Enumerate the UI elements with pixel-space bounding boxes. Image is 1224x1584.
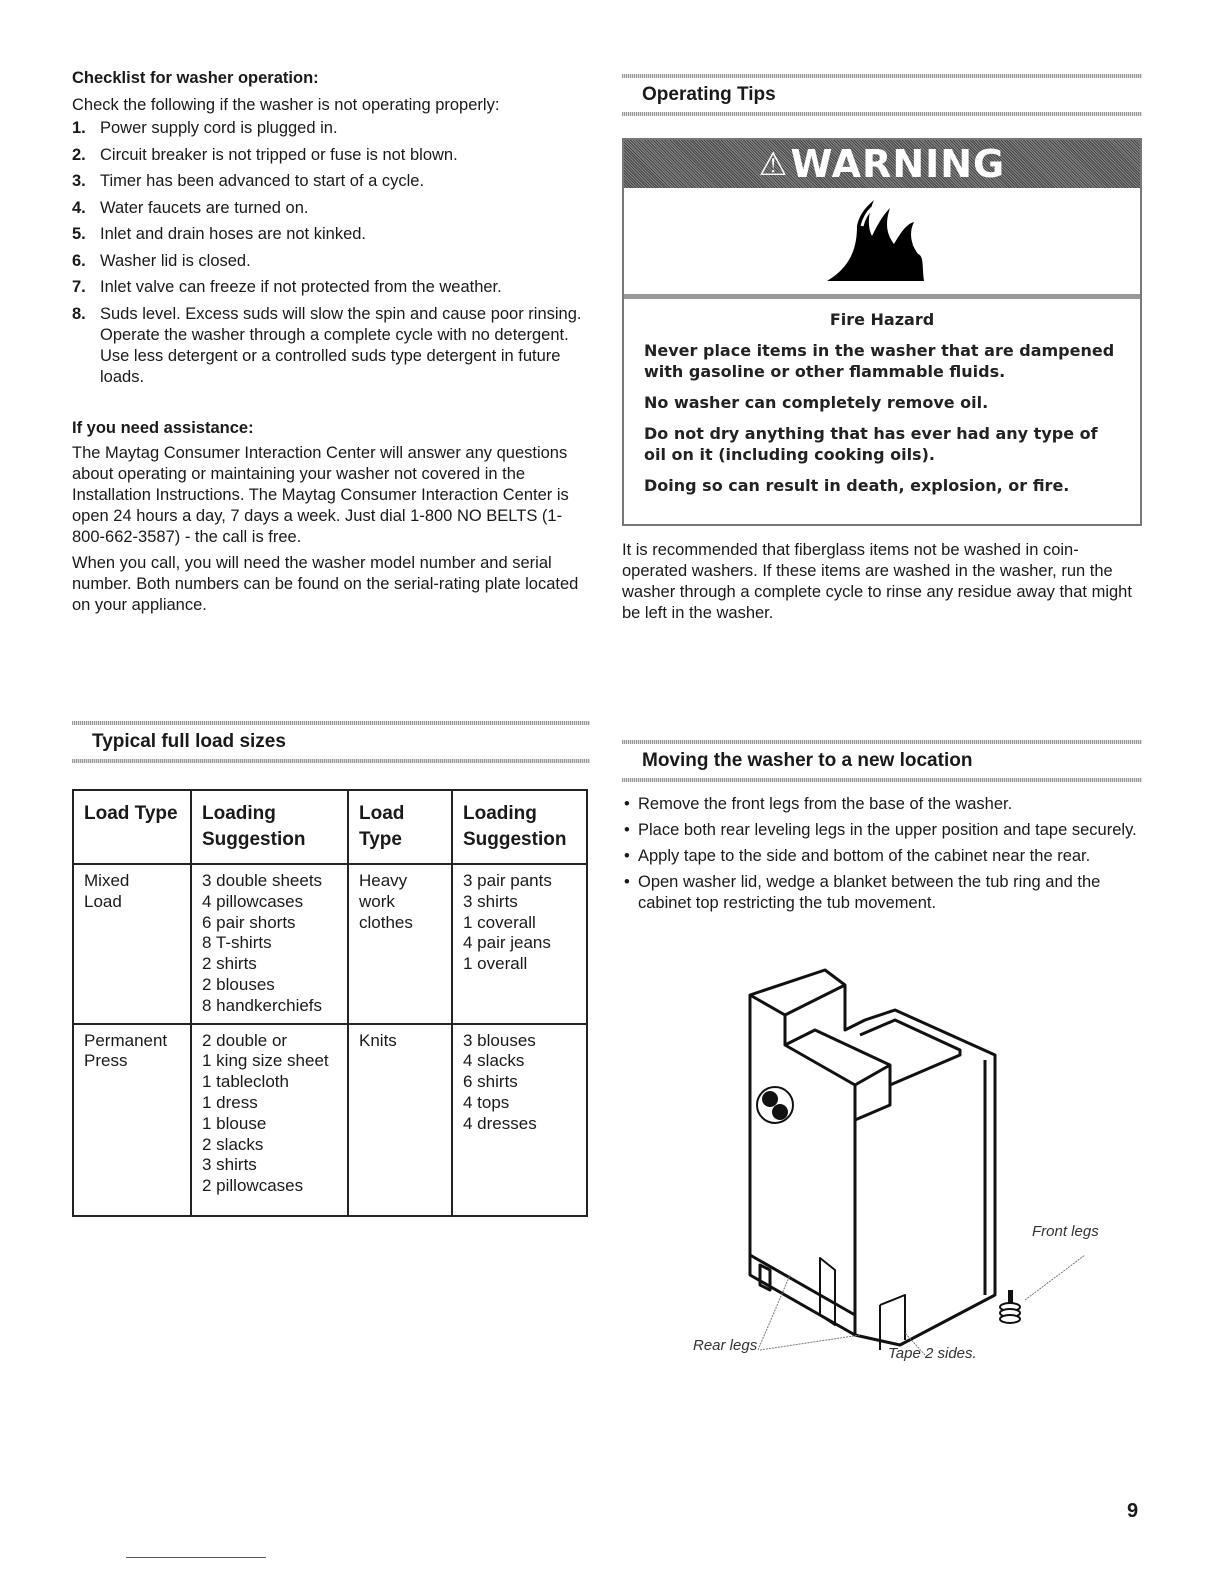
item-text: Water faucets are turned on. — [100, 198, 309, 217]
item-number: 8. — [72, 304, 86, 323]
cell-line: 2 double or — [202, 1030, 288, 1050]
checklist-heading: Checklist for washer operation: — [72, 69, 319, 87]
table-cell — [452, 864, 587, 1024]
item-number: 4. — [72, 198, 86, 217]
cell-line: 4 tops — [463, 1092, 510, 1112]
cell-line: 2 shirts — [202, 954, 257, 974]
item-text: Inlet and drain hoses are not kinked. — [100, 225, 367, 243]
cell-line: 2 slacks — [202, 1134, 264, 1154]
cell-line: Press — [84, 1051, 128, 1071]
cell-line: 4 dresses — [463, 1113, 537, 1133]
divider — [72, 759, 590, 763]
page-number: 9 — [1127, 1500, 1139, 1522]
table-cell — [73, 864, 191, 1024]
assistance-heading: If you need assistance: — [72, 418, 254, 437]
item-text: Inlet valve can freeze if not protected from the weather. — [100, 278, 502, 296]
table-row — [73, 864, 587, 1024]
cell-line: 8 handkerchiefs — [202, 995, 323, 1015]
item-number: 1. — [72, 119, 86, 137]
item-text: Power supply cord is plugged in. — [100, 119, 338, 137]
assistance-paragraph: The Maytag Consumer Interaction Center will answer any questions about operating or maintaining your washer not covered in the Installation Instructions. The Maytag Consumer Interaction Center is open 24 hours a day, 7 days a week. Just dial 1-800 NO BELTS (1-800-662-3587) - the call is free. — [72, 443, 569, 546]
moving-heading: Moving the washer to a new location — [642, 750, 973, 771]
item-text: Circuit breaker is not tripped or fuse is not blown. — [100, 145, 458, 164]
moving-bullet: • Remove the front legs from the base of the washer. — [622, 794, 1142, 815]
cell-line: 2 pillowcases — [202, 1176, 304, 1196]
checklist-item — [72, 171, 592, 192]
rear-legs-caption: Rear legs — [693, 1337, 758, 1354]
item-number: 5. — [72, 225, 86, 243]
item-number: 7. — [72, 278, 86, 296]
moving-bullet: • Open washer lid, wedge a blanket between the tub ring and the cabinet top restricting the tub movement. — [622, 872, 1142, 914]
cell-line: 3 double sheets — [202, 871, 323, 890]
cell-line: 4 pillowcases — [202, 891, 304, 911]
cell-line: Heavy — [359, 871, 408, 890]
table-cell — [452, 1024, 587, 1216]
cell-line: 8 T-shirts — [202, 933, 272, 953]
cell-line: Knits — [359, 1030, 397, 1050]
checklist-item — [72, 277, 592, 298]
item-number: 6. — [72, 251, 86, 270]
warning-line: Doing so can result in death, explosion, or fire. — [644, 476, 1070, 495]
cell-line: 3 shirts — [202, 1155, 257, 1175]
table-cell — [348, 864, 452, 1024]
checklist-item — [72, 198, 592, 219]
moving-list — [622, 794, 1142, 914]
moving-bullet: • Apply tape to the side and bottom of the cabinet near the rear. — [622, 846, 1142, 867]
column-header: Load Type — [73, 790, 191, 864]
operating-tips-heading: Operating Tips — [642, 84, 776, 105]
front-leg-icon — [1000, 1290, 1020, 1323]
cell-line: Mixed — [84, 871, 130, 890]
cell-line: 1 overall — [463, 954, 528, 974]
divider — [622, 778, 1142, 782]
cell-line: 4 pair jeans — [463, 933, 551, 953]
table-cell — [191, 864, 348, 1024]
load-sizes-heading: Typical full load sizes — [92, 731, 286, 752]
item-text: Suds level. Excess suds will slow the spin and cause poor rinsing. Operate the washer through a complete cycle with no detergent. Use less detergent or a controlled suds type detergent in future loads. — [100, 304, 582, 386]
cell-line: Permanent — [84, 1030, 168, 1050]
cell-line: Load — [84, 891, 122, 911]
warning-text — [624, 299, 1140, 524]
item-number: 3. — [72, 172, 86, 190]
cell-line: 1 coverall — [463, 912, 536, 932]
column-header: Loading Suggestion — [191, 790, 348, 864]
item-text: Washer lid is closed. — [100, 251, 251, 270]
cell-line: 1 king size sheet — [202, 1051, 329, 1071]
cell-line: 4 slacks — [463, 1051, 525, 1071]
cell-line: clothes — [359, 912, 413, 932]
warning-line: Never place items in the washer that are dampened with gasoline or other flammable fluids. — [644, 341, 1115, 381]
moving-bullet: • Place both rear leveling legs in the upper position and tape securely. — [622, 820, 1142, 841]
checklist-item — [72, 304, 592, 388]
warning-banner — [624, 140, 1140, 188]
warning-line: No washer can completely remove oil. — [644, 393, 989, 412]
checklist-section — [72, 68, 592, 616]
flame-icon — [822, 196, 942, 286]
load-sizes-table — [72, 789, 588, 1217]
checklist-item — [72, 224, 592, 245]
front-legs-caption: Front legs — [1032, 1223, 1099, 1240]
cell-line: work — [359, 891, 395, 911]
cell-line: 1 dress — [202, 1092, 258, 1112]
tape-caption: Tape 2 sides. — [888, 1345, 977, 1362]
checklist-intro: Check the following if the washer is not operating properly: — [72, 96, 500, 114]
cell-line: 2 blouses — [202, 974, 275, 994]
table-cell — [191, 1024, 348, 1216]
cell-line: 6 shirts — [463, 1072, 518, 1092]
warning-box — [622, 138, 1142, 526]
checklist-item — [72, 145, 592, 166]
checklist-list — [72, 118, 592, 388]
checklist-item — [72, 118, 592, 139]
table-cell — [348, 1024, 452, 1216]
cell-line: 3 pair pants — [463, 871, 552, 890]
washer-illustration — [690, 955, 1110, 1365]
column-header: Loading Suggestion — [452, 790, 587, 864]
checklist-item — [72, 251, 592, 272]
column-header: Load Type — [348, 790, 452, 864]
table-row — [73, 1024, 587, 1216]
cell-line: 6 pair shorts — [202, 912, 296, 932]
moving-section — [622, 740, 1142, 919]
footer-line — [126, 1557, 266, 1558]
warning-line: Do not dry anything that has ever had any type of oil on it (including cooking oils). — [644, 424, 1098, 464]
cell-line: 3 blouses — [463, 1030, 536, 1050]
load-sizes-section — [72, 721, 590, 1217]
warning-hazard: Fire Hazard — [829, 310, 935, 329]
warning-title: WARNING — [790, 142, 1006, 186]
operating-tips-section — [622, 74, 1142, 624]
fiberglass-paragraph: It is recommended that fiberglass items not be washed in coin-operated washers. If these items are washed in the washer, run the washer through a complete cycle to rinse any residue away that might be left in the washer. — [622, 541, 1132, 622]
warning-triangle-icon: ⚠ — [758, 145, 789, 183]
fire-hazard-pictogram — [624, 188, 1140, 299]
cell-line: 3 shirts — [463, 891, 518, 911]
divider — [622, 112, 1142, 116]
item-text: Timer has been advanced to start of a cycle. — [100, 172, 425, 190]
assistance-paragraph-2: When you call, you will need the washer model number and serial number. Both numbers can be found on the serial-rating plate located on your appliance. — [72, 553, 579, 614]
table-cell — [73, 1024, 191, 1216]
cell-line: 1 tablecloth — [202, 1072, 289, 1092]
item-number: 2. — [72, 145, 86, 164]
cell-line: 1 blouse — [202, 1113, 267, 1133]
